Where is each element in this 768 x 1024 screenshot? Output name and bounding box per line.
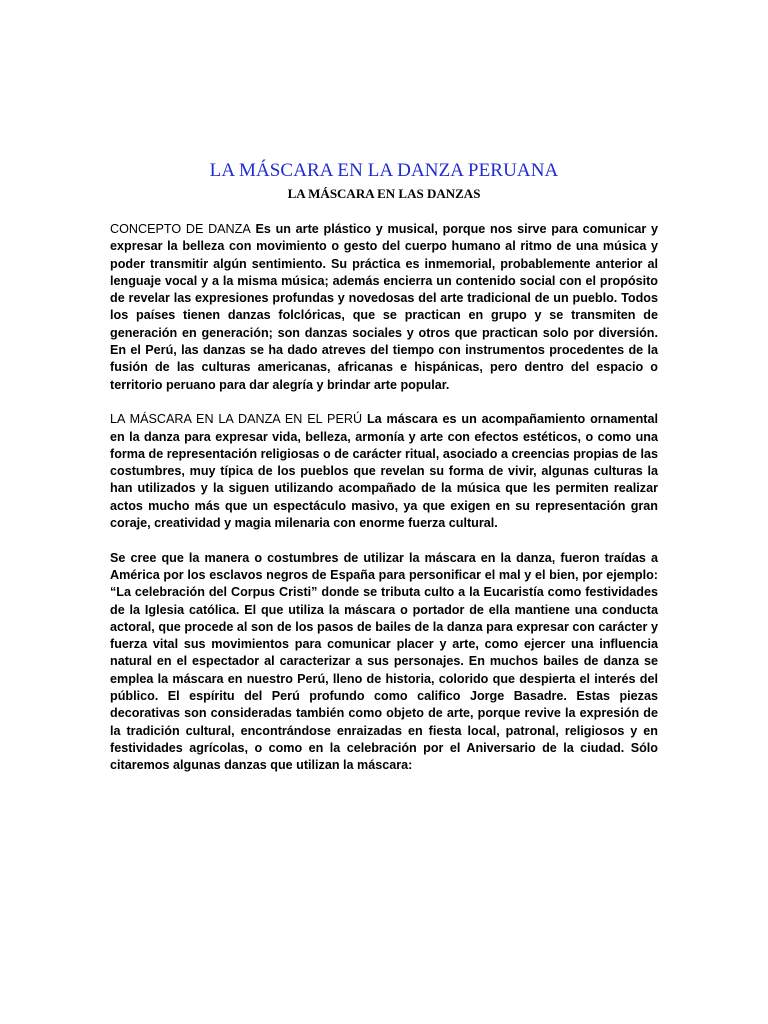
document-subtitle: LA MÁSCARA EN LAS DANZAS	[287, 186, 481, 201]
paragraph-text-mascara: La máscara es un acompañamiento ornamental en la danza para expresar vida, belleza, armonía y arte con efectos estéticos, o como una forma de representación religiosas o de carácter ritual, asociado a creencias propias de las costumbres, muy típica de los pueblos que revelan su forma de vivir, algunas culturas la han utilizados y la siguen utilizando acompañado de la música que les permiten realizar actos mucho más que un espectáculo masivo, ya que exigen en su representación gran coraje, creatividad y magia milenaria con enorme fuerza cultural.	[110, 412, 658, 531]
paragraph-concepto-danza	[110, 221, 658, 394]
paragraph-text-concepto: Es un arte plástico y musical, porque nos sirve para comunicar y expresar la belleza con movimiento o gesto del cuerpo humano al ritmo de una música y poder transmitir algún sentimiento. Su práctica es inmemorial, probablemente anterior al lenguaje vocal y a la misma música; además encierra un contenido social con el propósito de revelar las expresiones profundas y novedosas del arte tradicional de un pueblo. Todos los países tienen danzas folclóricas, que se practican en grupo y se transmiten de generación en generación; son danzas sociales y otros que practican solo por diversión. En el Perú, las danzas se ha dado atreves del tiempo con instrumentos procedentes de la fusión de las culturas americanas, africanas e hispánicas, pero dentro del espacio o territorio peruano para dar alegría y brindar arte popular.	[110, 222, 658, 392]
paragraph-mascara-peru	[110, 411, 658, 532]
document-title: LA MÁSCARA EN LA DANZA PERUANA	[209, 160, 559, 181]
paragraph-origen	[110, 550, 658, 775]
paragraph-lead-concepto: CONCEPTO DE DANZA	[110, 222, 251, 236]
paragraph-text-origen: Se cree que la manera o costumbres de utilizar la máscara en la danza, fueron traídas a América por los esclavos negros de España para personificar el mal y el bien, por ejemplo: “La celebración del Corpus Cristi” donde se tributa culto a la Eucaristía como festividades de la Iglesia católica. El que utiliza la máscara o portador de ella mantiene una conducta actoral, que procede al son de los pasos de bailes de la danza para expresar con carácter y fuerza vital sus movimientos para comunicar placer y arte, como ejercer una influencia natural en el espectador al caracterizar a sus personajes. En muchos bailes de danza se emplea la máscara en nuestro Perú, lleno de historia, colorido que despierta el interés del público. El espíritu del Perú profundo como califico Jorge Basadre. Estas piezas decorativas son consideradas también como objeto de arte, porque revive la expresión de la tradición cultural, encontrándose enraizadas en fiesta local, patronal, religiosos y en festividades agrícolas, o como en la celebración por el Aniversario de la ciudad. Sólo citaremos algunas danzas que utilizan la máscara:	[110, 550, 658, 773]
document-body	[110, 221, 658, 792]
paragraph-lead-mascara: LA MÁSCARA EN LA DANZA EN EL PERÚ	[110, 412, 363, 427]
